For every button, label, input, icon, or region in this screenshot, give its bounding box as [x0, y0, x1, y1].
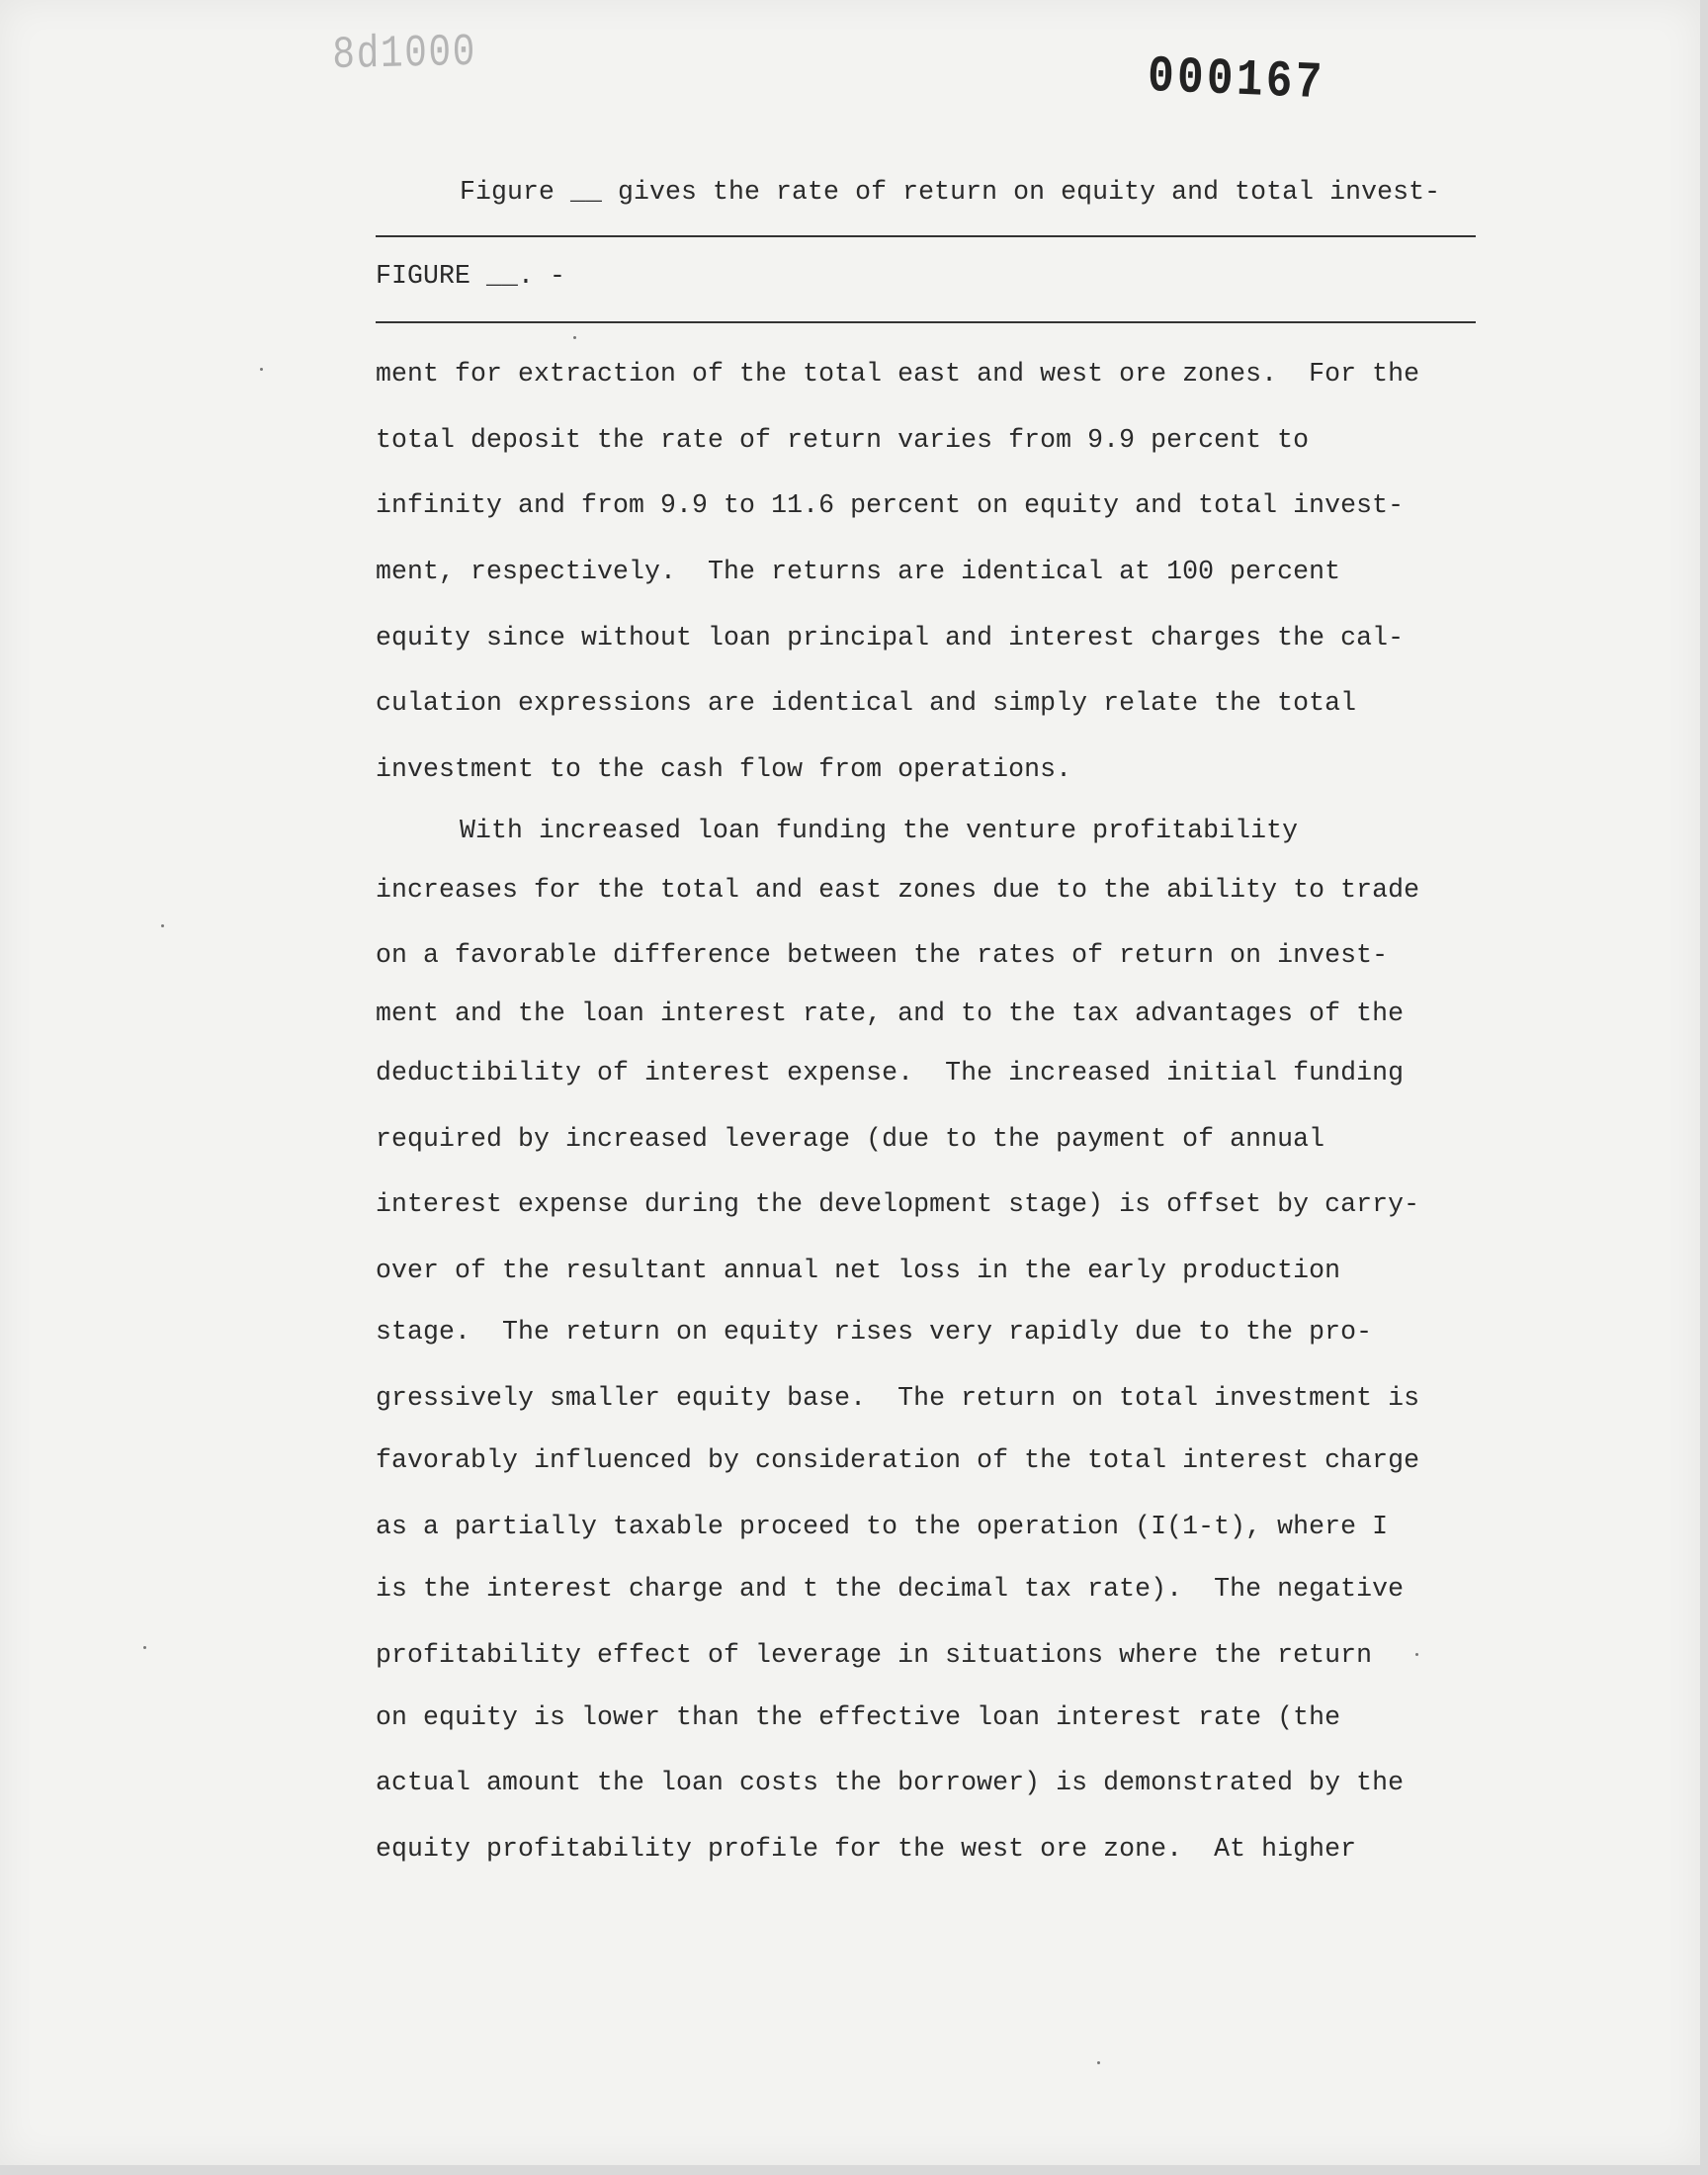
body-line: over of the resultant annual net loss in the early production — [376, 1256, 1341, 1285]
figure-caption: FIGURE __. - — [376, 261, 566, 291]
body-line: ment and the loan interest rate, and to the tax advantages of the — [376, 999, 1405, 1028]
body-line: interest expense during the development stage) is offset by carry- — [376, 1189, 1420, 1219]
figure-rule-top — [376, 235, 1476, 237]
intro-line: Figure __ gives the rate of return on equity and total invest- — [460, 177, 1441, 207]
body-line: culation expressions are identical and simply relate the total — [376, 688, 1357, 718]
paper-speck — [573, 336, 576, 339]
body-line: deductibility of interest expense. The increased initial funding — [376, 1058, 1405, 1088]
figure-rule-bottom — [376, 321, 1476, 323]
old-stamp-number: 8d1000 — [332, 26, 477, 81]
body-line: on a favorable difference between the rates of return on invest- — [376, 940, 1389, 970]
body-line: increases for the total and east zones due to the ability to trade — [376, 875, 1420, 905]
body-line: infinity and from 9.9 to 11.6 percent on equity and total invest- — [376, 490, 1405, 520]
body-line: on equity is lower than the effective loan interest rate (the — [376, 1702, 1341, 1732]
paper-speck — [1415, 1653, 1418, 1656]
paper-speck — [1097, 2061, 1100, 2064]
paragraph-start-line: With increased loan funding the venture profitability — [460, 816, 1299, 845]
paper-speck — [260, 368, 263, 371]
body-line: gressively smaller equity base. The return on total investment is — [376, 1383, 1420, 1413]
body-line: investment to the cash flow from operations. — [376, 754, 1072, 784]
body-line: profitability effect of leverage in situations where the return — [376, 1640, 1373, 1670]
page-number-stamp: 000167 — [1147, 47, 1326, 114]
body-line: total deposit the rate of return varies from 9.9 percent to — [376, 425, 1310, 455]
body-line: favorably influenced by consideration of the total interest charge — [376, 1445, 1420, 1475]
paper-speck — [161, 924, 164, 927]
body-line: ment for extraction of the total east and west ore zones. For the — [376, 359, 1420, 389]
body-line: stage. The return on equity rises very rapidly due to the pro- — [376, 1317, 1373, 1347]
body-line: is the interest charge and t the decimal tax rate). The negative — [376, 1574, 1405, 1604]
body-line: as a partially taxable proceed to the operation (I(1-t), where I — [376, 1512, 1389, 1541]
body-line: ment, respectively. The returns are identical at 100 percent — [376, 557, 1341, 586]
body-line: actual amount the loan costs the borrower) is demonstrated by the — [376, 1768, 1405, 1797]
body-line: equity since without loan principal and interest charges the cal- — [376, 623, 1405, 652]
body-line: equity profitability profile for the west ore zone. At higher — [376, 1834, 1357, 1864]
body-line: required by increased leverage (due to the payment of annual — [376, 1124, 1325, 1154]
paper-speck — [143, 1646, 146, 1649]
